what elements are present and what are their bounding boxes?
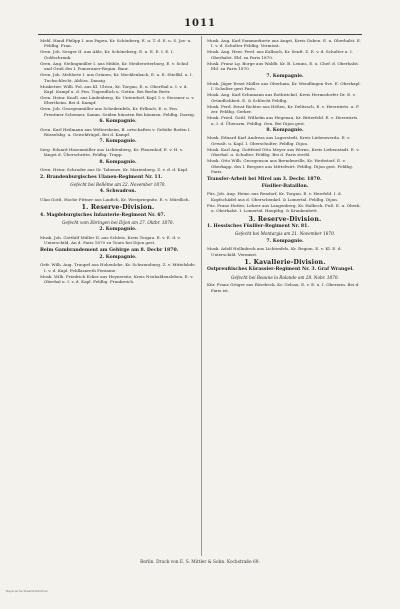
column-divider (201, 36, 202, 556)
left-column (40, 38, 196, 285)
casualty-entry: Musketier. Willi. Pol. aus Kl. Ulrica, Kr. Torgau, E. u. Oberthal u. I. v. d. Kapl. Kampf u. d. Pen. Tugendlich u. Gettin. Bei Berlin Bertr. (40, 83, 188, 95)
unit-heading: 2. Kompagnie. (99, 227, 137, 233)
casualty-entry: Ulan Gottl. Hoche Fittner aus Laufich, Kr. Westpriegnitz. E. v. Mürdlich. (40, 196, 190, 202)
regiment-heading: 4. Magdeburgisches Infanterie-Regiment Nr. 67. (40, 212, 166, 218)
casualty-entry: Musk. Joh. Gotthilf Müller II. aus Schleiz, Kreis Torgau. E. v. E. d. v. Unterschild, An d. Paris 1870 zu Tours bei Dijon gest. (40, 234, 181, 246)
casualty-entry: Musk. Jäger Ernst Müller aus Oberhain, Kr. Wendlingen Sve. E. Oberkapl. I. Schulter gest Paris. (207, 81, 361, 92)
casualty-entry: Musk. Aug. Karl Sommerkorte aus Angst, Kreis Guben. E. u. Oberhalst. E. I. v. d. Schulter Feldbg. Vermisst. (207, 38, 362, 49)
casualty-entry: Gren. Joh. Georgenmüller aus Scheibenfels, Kr. Erlbach, E. u. Pen. Prentiner Schwmer, Samm. Seiden hünsten Bei bäumen. Feldbg. Darzig. (40, 106, 196, 117)
header-rule (38, 34, 362, 35)
unit-heading: 6. Kompagnie. (99, 119, 137, 125)
casualty-entry: Musk. Aug. Karl Schumann aus Rothwickel, Kreis Hermsdorfer Dr. E. v. Gründlichkeit. E. & Schlecht Feldbg. (207, 92, 356, 103)
regiment-heading: 2. Brandenburgisches Ulanen-Regiment Nr. 11. (40, 174, 163, 180)
casualty-entry: Gefr. Wilh. Aug. Traupel aus Hohenlohe, Kr. Schwarzburg. Z. v. Mittelsbde. I. v. d. Kapl. Feldlazareth Fontaine. (40, 262, 196, 273)
unit-heading: 8. Kompagnie. (266, 128, 304, 134)
division-heading: 1. Reserve-Division. (81, 204, 155, 212)
casualty-entry: Musk. Fried. Gottl. Wilhelm aus Hegenau, Kr. Bitterfeld. E. v. Herzwärts. u. I. d. Überarm. Feldbg. Oen. Bei Dijon gest. (207, 115, 359, 126)
library-watermark: Bayerische Staatsbibliothek (6, 589, 48, 593)
casualty-entry: Gren. Karl Heilmann aus Weltersheim, B. ortschaften v. Gebühr Boden I. Rüsselsbg. u. Gewehfrügel, Bei d. Kampf. (40, 126, 191, 138)
casualty-entry: Musk. Franz Lg. Borge aus Waldb. Kr. B. Lenins, E. u. Chef. d. Oberhalst. Ebl. zu Paris 1870. (207, 60, 360, 72)
casualty-entry: Musk. Otto Wilh. Georgenson aus Brendenville, Kr. Herbstorf. E. v. Oberkapp. des I. Bergsee aus Mittelwirt. Feldbg. Dijon gest. Feldbg. Paris. (207, 158, 354, 175)
engagement-line: Gefecht bei Beaune la Rolande am 28. Nobr. 1870. (231, 274, 339, 280)
engagement-line: Gefecht vom Ebringen bei Dijon am 27. Oktbr. 1870. (62, 219, 174, 225)
right-column (207, 38, 363, 294)
engagement-line: Gefecht bei Bellême am 22. November 1870. (70, 181, 166, 187)
regiment-heading: Transfer-Arbeit bei Mirel am 3. Decbr. 1870. (207, 176, 322, 182)
casualty-entry: Musk. Adolf Hollinbeck aus Lichtenfels, Kr. Region. E. v. Kl. E. d. Unterschild. Vermisst. (207, 246, 342, 257)
unit-heading: 4. Schwadron. (99, 189, 137, 195)
regiment-heading: Ostpreußisches Kürassier-Regiment Nr. 3. Graf Wrangel. (207, 267, 354, 273)
casualty-entry: Gren. Heinr. Schrader aus Gr. Tabenze, Kr. Marienberg. Z. v. d. d. Kapl. (40, 167, 189, 173)
division-heading: 1. Kavallerie-Division. (244, 258, 326, 266)
casualty-entry: Mehl. Hand Philipp I. aus Papen, Kr. Schönberg, E. u. T. d. E. u. S. Jas- u. Feldbg. Fran. (40, 38, 192, 49)
casualty-entry: Füs. Joh. Aug. Heinr. aus Rendorf, Kr. Torgau. E. v. Herrfeld. I. d. Kopfschädel aus d. Oberschenkel. & Lomertal. Feldbg. Dijon. (207, 191, 342, 202)
casualty-entry: Füs. Franz Hutter, Lehrer aus Langenberg, Kr. Halbeck. Fuß. E. u. Oberk. u. Oberhalst. I. Lomertal. Hauptbg. & Krankenbett. (207, 202, 361, 214)
casualty-entry: Musk. Wilh. Friedrich Ecker aus Heynersitz, Kreis Neuhaldensleben, E. v. Oberhal u. I. v. d. Kapl. Feldbg. Frankreich. (40, 273, 194, 285)
casualty-entry: Musk. Aug. Heer. Ferd. aus Kalbach, Kr. Senft. Z. E. v. d. Schulter u. I. Oberhalst. Ebl. zu Paris 1870. (207, 49, 354, 60)
page-number: 1011 (184, 18, 216, 29)
division-heading: 3. Reserve-Division. (248, 215, 322, 223)
casualty-entry: Musk. Karl Aug. Gottfried Otto Meyer aus Werne, Kreis Liebenstadt. E. v. Oberhal. u. Schulter. Feldbg. Bei d. Paris sterbl. (207, 146, 360, 158)
printer-footer: Berlin. Druck von E. S. Mittler & Sohn. Kochstraße 69. (140, 560, 260, 565)
unit-heading: Füsilier-Bataillon. (261, 183, 309, 189)
casualty-entry: Gren. Heinr. Knoll. aus Lindenberg, Kr. Untendorf, Kapl. l. v. Stessner u. v. Ebertheim. Bei d. Kampf. (40, 95, 195, 106)
unit-heading: 7. Kompagnie. (99, 139, 137, 145)
unit-heading: 7. Kompagnie. (266, 238, 304, 244)
unit-heading: 2. Kompagnie. (99, 254, 137, 260)
casualty-entry: Kür. Franz Grüger aus Rösebeck, Kr. Gelsau, E. v. E. u. I. Oberarm. Bei d. Paris ist. (207, 282, 360, 293)
casualty-entry: Gren. Aug. Stelingmüller I. aus Mühle, Kr. Meiderotterburg, E. v. Schul und Gruß des I. Pomeraner-Regim. Baur. (40, 60, 189, 72)
unit-heading: 8. Kompagnie. (99, 159, 137, 165)
unit-heading: 7. Kompagnie. (266, 73, 304, 79)
casualty-entry: Musk. Eduard Karl Andreas aus Lagerstedt, Kreis Liebenwerda. E. v. Gewalt. u. Kapl. I. Oberschulter. Feldbg. Dijon. (207, 135, 351, 146)
casualty-entry: Serg. Eduard Hasenmüller aus Lichtenberg, Kr. Plauenhof, E. v. H. v. längst d. Überschritte, Feldbg. Trapp. (40, 146, 184, 158)
casualty-entry: Musk. Ferd. Ernst Richter aus Hößen, Kr. Delitzsch, E. v. Herzwärts. u. F. zer. Feldbg. Gerker. (207, 103, 360, 115)
casualty-entry: Gren. Joh. Seeger II. aus Ahle, Kr. Schöneberg, E. u. E. E. I. E. I. Goldschrank. (40, 49, 174, 60)
engagement-line: Gefecht bei Montargis am 21. November 1870. (234, 231, 336, 237)
regiment-heading: 1. Hessisches Füsilier-Regiment Nr. 81. (207, 223, 309, 229)
casualty-entry: Gren. Joh. Mehlorte I. aus Grünen, Kr. Mecklenbach, E. u. E. Stießkl. u. I. Tuchschlecht. Ablöss. Danzig. (40, 72, 193, 83)
regiment-heading: Beim Gambrandement am Gebirge am 8. Decbr 1870. (40, 247, 179, 253)
